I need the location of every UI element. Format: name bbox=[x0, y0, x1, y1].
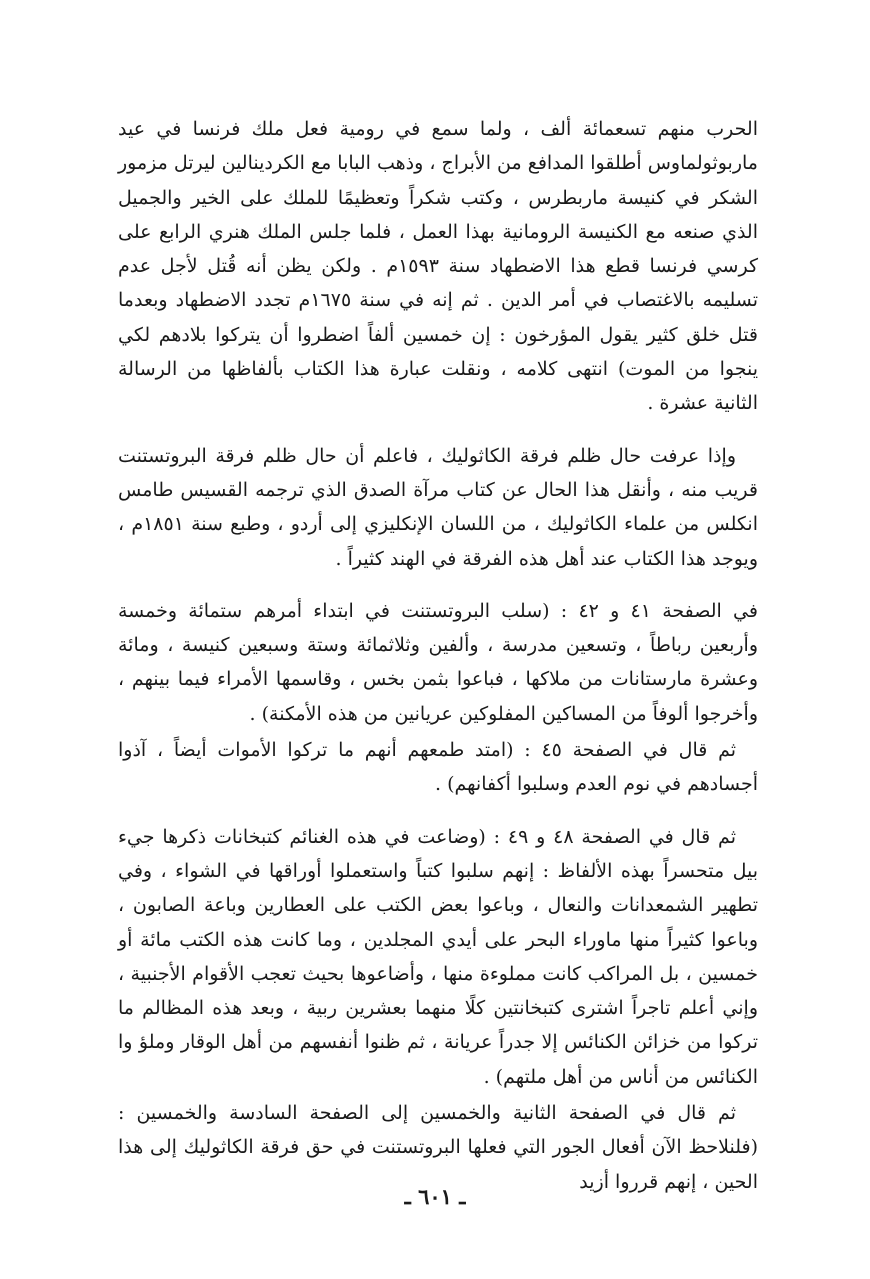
page-number: ـ ٦٠١ ـ bbox=[404, 1184, 466, 1209]
paragraph-6: ثم قال في الصفحة الثانية والخمسين إلى الصفحة السادسة والخمسين : (فلنلاحظ الآن أفعال الجور التي فعلها البروتستنت في حق فرقة الكاثوليك إلى هذا الحين ، إنهم قرروا أزيد bbox=[118, 1102, 758, 1193]
paragraph-1: الحرب منهم تسعمائة ألف ، ولما سمع في رومية فعل ملك فرنسا في عيد ماربوثولماوس أطلقوا المدافع من الأبراج ، وذهب البابا مع الكردينالين ليرتل مزمور الشكر في كنيسة ماربطرس ، وكتب شكراً وتعظيمًا للملك على الخير والجميل الذي صنعه مع الكنيسة الرومانية بهذا العمل ، فلما جلس الملك هنري الرابع على كرسي فرنسا قطع هذا الاضطهاد سنة ١٥٩٣م . ولكن يظن أنه قُتل لأجل عدم تسليمه بالاغتصاب في أمر الدين . ثم إنه في سنة ١٦٧٥م تجدد الاضطهاد وبعدما قتل خلق كثير يقول المؤرخون : إن خمسين ألفاً اضطروا أن يتركوا بلادهم لكي ينجوا من الموت) انتهى كلامه ، ونقلت عبارة هذا الكتاب بألفاظها من الرسالة الثانية عشرة . bbox=[118, 118, 758, 415]
paragraph-2: وإذا عرفت حال ظلم فرقة الكاثوليك ، فاعلم أن حال ظلم فرقة البروتستنت قريب منه ، وأنقل هذا الحال عن كتاب مرآة الصدق الذي ترجمه القسيس طامس انكلس من علماء الكاثوليك ، من اللسان الإنكليزي إلى أردو ، وطبع سنة ١٨٥١م ، ويوجد هذا الكتاب عند أهل هذه الفرقة في الهند كثيراً . bbox=[118, 444, 758, 570]
body-text bbox=[118, 112, 758, 1199]
paragraph-3: في الصفحة ٤١ و ٤٢ : (سلب البروتستنت في ابتداء أمرهم ستمائة وخمسة وأربعين رباطاً ، وتسعين مدرسة ، وألفين وثلاثمائة وستة وسبعين كنيسة ، ومائة وعشرة مارستانات من ملاكها ، فباعوا بثمن بخس ، وقاسمها الأمراء فيما بينهم ، وأخرجوا ألوفاً من المساكين المفلوكين عريانين من هذه الأمكنة) . bbox=[118, 599, 758, 725]
paragraph-5: ثم قال في الصفحة ٤٨ و ٤٩ : (وضاعت في هذه الغنائم كتبخانات ذكرها جيء بيل متحسراً بهذه الألفاظ : إنهم سلبوا كتباً واستعملوا أوراقها في الشواء ، وفي تطهير الشمعدانات والنعال ، وباعوا بعض الكتب على العطارين وباعة الصابون ، وباعوا كثيراً منها ماوراء البحر على أيدي المجلدين ، وما كانت هذه الكتب مائة أو خمسين ، بل المراكب كانت مملوءة منها ، وأضاعوها بحيث تعجب الأقوام الأجنبية ، وإني أعلم تاجراً اشترى كتبخانتين كلًا منهما بعشرين ربية ، وبعد هذه المظالم ما تركوا من خزائن الكنائس إلا جدراً عريانة ، ثم ظنوا أنفسهم من أهل الوقار وملؤ وا الكنائس من أناس من أهل ملتهم) . bbox=[118, 825, 758, 1088]
paragraph-4: ثم قال في الصفحة ٤٥ : (امتد طمعهم أنهم ما تركوا الأموات أيضاً ، آذوا أجسادهم في نوم العدم وسلبوا أكفانهم) . bbox=[118, 739, 758, 796]
